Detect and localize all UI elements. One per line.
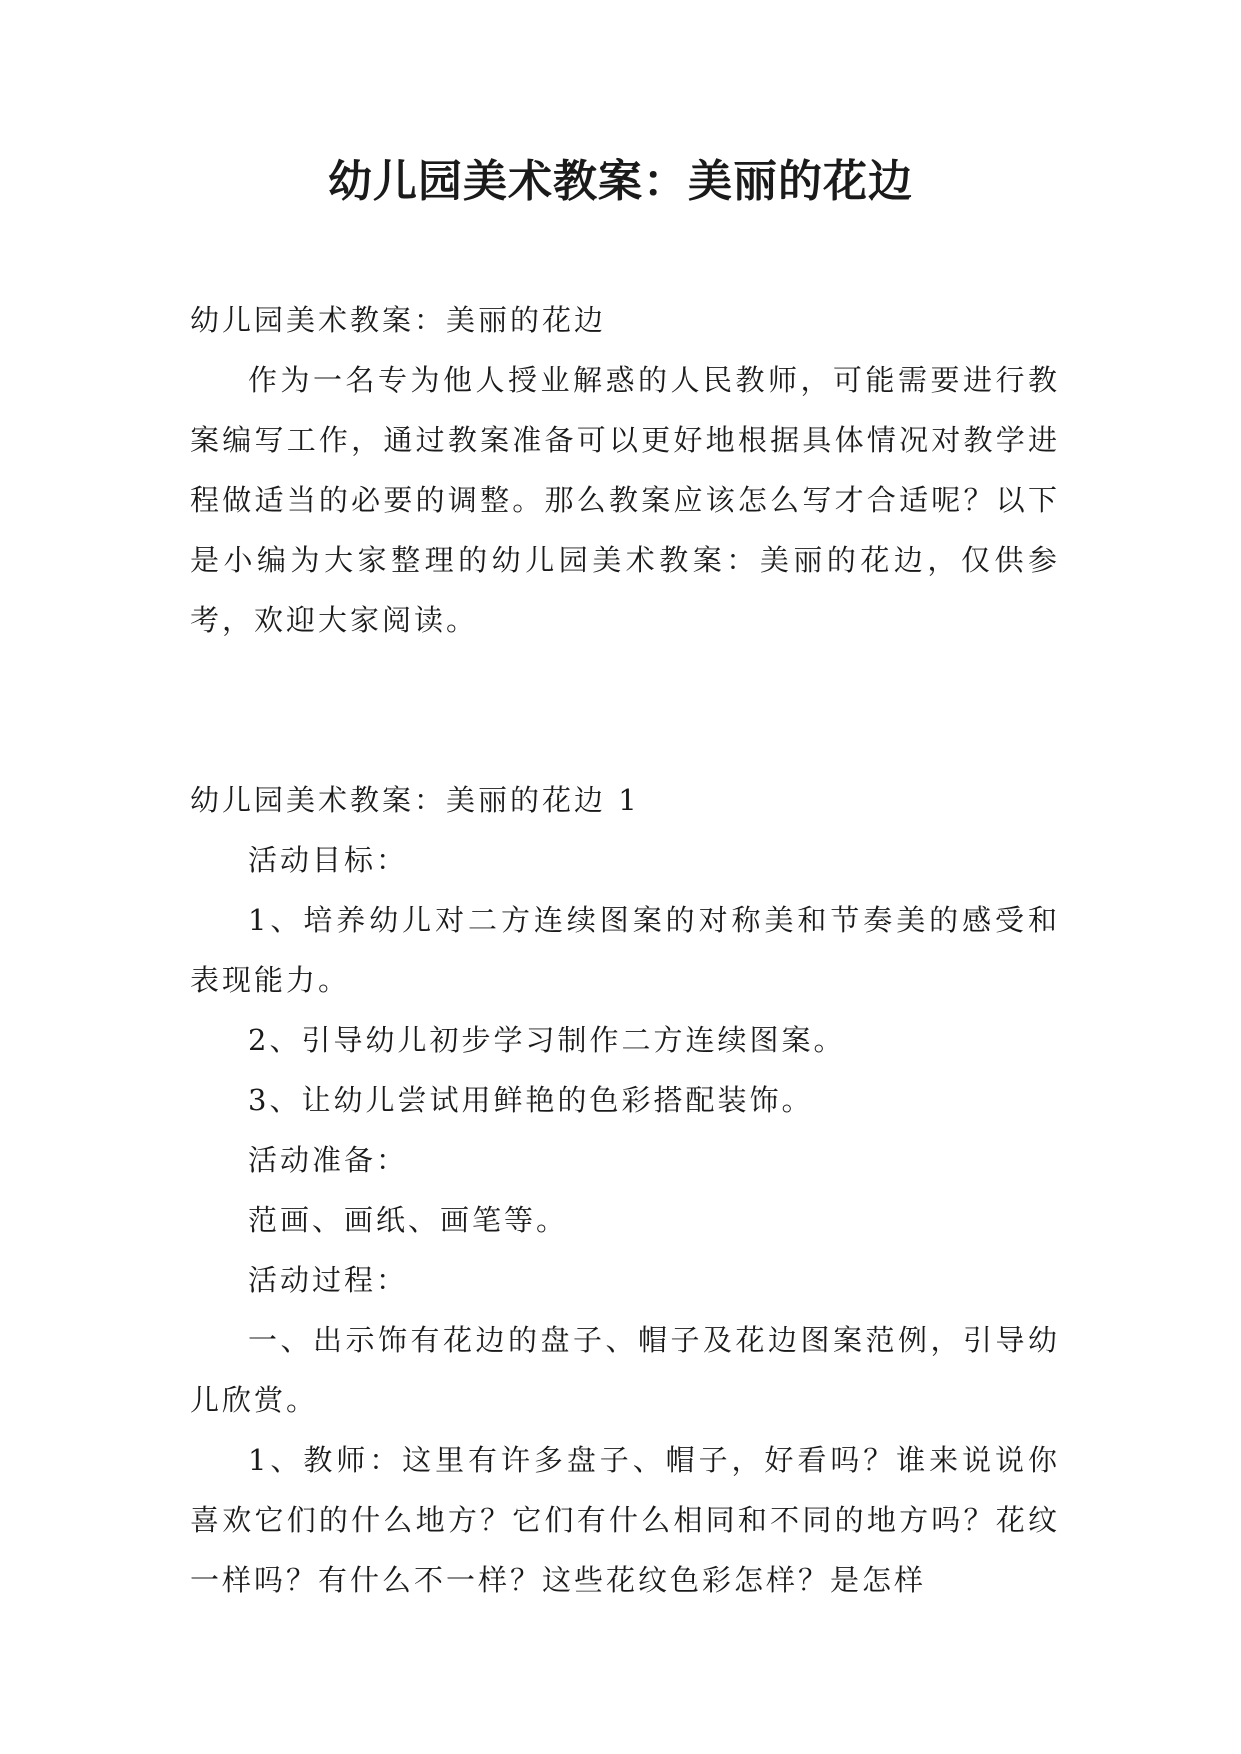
goals-label: 活动目标： [248,843,409,877]
process-step-1: 一、出示饰有花边的盘子、帽子及花边图案范例，引导幼儿欣赏。 [190,1323,1060,1417]
goal-item-2: 2、引导幼儿初步学习制作二方连续图案。 [248,1023,846,1057]
document-body [190,290,1060,1610]
prep-items: 范画、画纸、画笔等。 [248,1203,569,1237]
goal-item-3: 3、让幼儿尝试用鲜艳的色彩搭配装饰。 [248,1083,814,1117]
section-spacer [190,650,1060,770]
page-title: 幼儿园美术教案：美丽的花边 [328,156,913,207]
intro-paragraph: 作为一名专为他人授业解惑的人民教师，可能需要进行教案编写工作，通过教案准备可以更好地根据具体情况对教学进程做适当的必要的调整。那么教案应该怎么写才合适呢？以下是小编为大家整理的幼儿园美术教案：美丽的花边，仅供参考，欢迎大家阅读。 [190,363,1060,637]
prep-label: 活动准备： [248,1143,409,1177]
intro-heading: 幼儿园美术教案：美丽的花边 [190,303,607,337]
section-heading: 幼儿园美术教案：美丽的花边 1 [190,783,640,817]
goal-item-1: 1、培养幼儿对二方连续图案的对称美和节奏美的感受和表现能力。 [190,903,1060,997]
process-label: 活动过程： [248,1263,409,1297]
process-step-1-1: 1、教师：这里有许多盘子、帽子，好看吗？谁来说说你喜欢它们的什么地方？它们有什么相同和不同的地方吗？花纹一样吗？有什么不一样？这些花纹色彩怎样？是怎样 [190,1443,1060,1597]
